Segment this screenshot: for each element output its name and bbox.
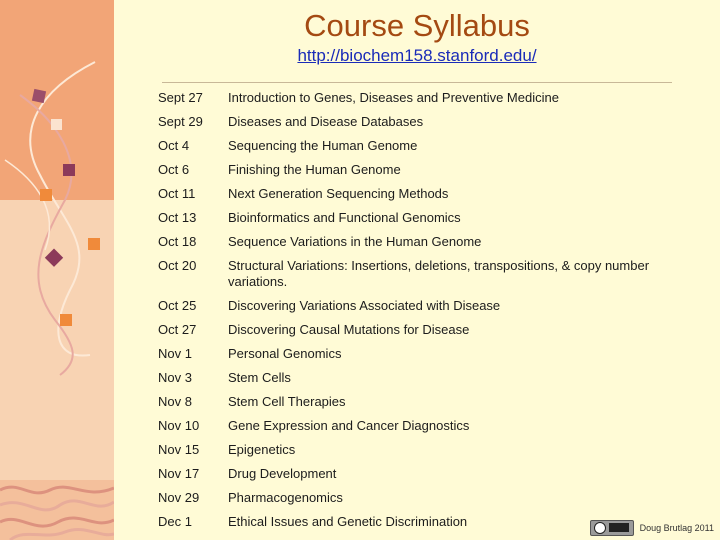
schedule-topic: Finishing the Human Genome	[228, 162, 401, 177]
schedule-date: Sept 27	[158, 90, 203, 105]
syllabus-schedule	[158, 86, 698, 534]
course-website-link[interactable]: http://biochem158.stanford.edu/	[297, 46, 537, 65]
schedule-topic: Introduction to Genes, Diseases and Preventive Medicine	[228, 90, 559, 105]
schedule-row	[158, 366, 698, 390]
schedule-row	[158, 86, 698, 110]
schedule-topic: Structural Variations: Insertions, deletions, transpositions, & copy number variations.	[228, 258, 650, 289]
schedule-date: Nov 17	[158, 466, 200, 481]
footer	[590, 520, 714, 536]
schedule-date: Nov 1	[158, 346, 192, 361]
schedule-row	[158, 134, 698, 158]
schedule-row	[158, 318, 698, 342]
schedule-row	[158, 158, 698, 182]
schedule-date: Dec 1	[158, 514, 192, 529]
schedule-date: Nov 3	[158, 370, 192, 385]
schedule-row	[158, 206, 698, 230]
schedule-date: Oct 27	[158, 322, 197, 337]
schedule-date: Oct 25	[158, 298, 197, 313]
schedule-topic: Discovering Variations Associated with Disease	[228, 298, 501, 313]
schedule-date: Sept 29	[158, 114, 203, 129]
schedule-date: Nov 10	[158, 418, 200, 433]
title-divider	[162, 82, 672, 83]
creative-commons-icon	[590, 520, 634, 536]
schedule-topic: Personal Genomics	[228, 346, 342, 361]
schedule-row	[158, 254, 698, 294]
schedule-date: Nov 15	[158, 442, 200, 457]
schedule-topic: Next Generation Sequencing Methods	[228, 186, 449, 201]
schedule-row	[158, 462, 698, 486]
schedule-topic: Pharmacogenomics	[228, 490, 343, 505]
schedule-row	[158, 182, 698, 206]
schedule-topic: Epigenetics	[228, 442, 296, 457]
schedule-topic: Diseases and Disease Databases	[228, 114, 424, 129]
schedule-date: Nov 8	[158, 394, 192, 409]
schedule-row	[158, 414, 698, 438]
schedule-date: Oct 18	[158, 234, 197, 249]
schedule-topic: Gene Expression and Cancer Diagnostics	[228, 418, 470, 433]
schedule-row	[158, 486, 698, 510]
schedule-date: Oct 6	[158, 162, 190, 177]
schedule-date: Oct 4	[158, 138, 190, 153]
schedule-row	[158, 110, 698, 134]
schedule-row	[158, 294, 698, 318]
schedule-date: Oct 11	[158, 186, 196, 201]
schedule-topic: Drug Development	[228, 466, 337, 481]
schedule-topic: Sequence Variations in the Human Genome	[228, 234, 482, 249]
decorative-side-panel	[0, 0, 114, 540]
schedule-topic: Stem Cell Therapies	[228, 394, 346, 409]
author-credit: Doug Brutlag 2011	[639, 523, 714, 533]
schedule-topic: Sequencing the Human Genome	[228, 138, 418, 153]
page-title: Course Syllabus	[304, 8, 530, 43]
schedule-topic: Bioinformatics and Functional Genomics	[228, 210, 461, 225]
schedule-date: Oct 13	[158, 210, 197, 225]
schedule-topic: Ethical Issues and Genetic Discrimination	[228, 514, 468, 529]
schedule-row	[158, 390, 698, 414]
schedule-date: Oct 20	[158, 258, 197, 273]
schedule-topic: Discovering Causal Mutations for Disease	[228, 322, 470, 337]
schedule-topic: Stem Cells	[228, 370, 291, 385]
schedule-row	[158, 230, 698, 254]
schedule-date: Nov 29	[158, 490, 200, 505]
dna-helix-decoration	[0, 0, 114, 540]
schedule-row	[158, 342, 698, 366]
schedule-row	[158, 438, 698, 462]
